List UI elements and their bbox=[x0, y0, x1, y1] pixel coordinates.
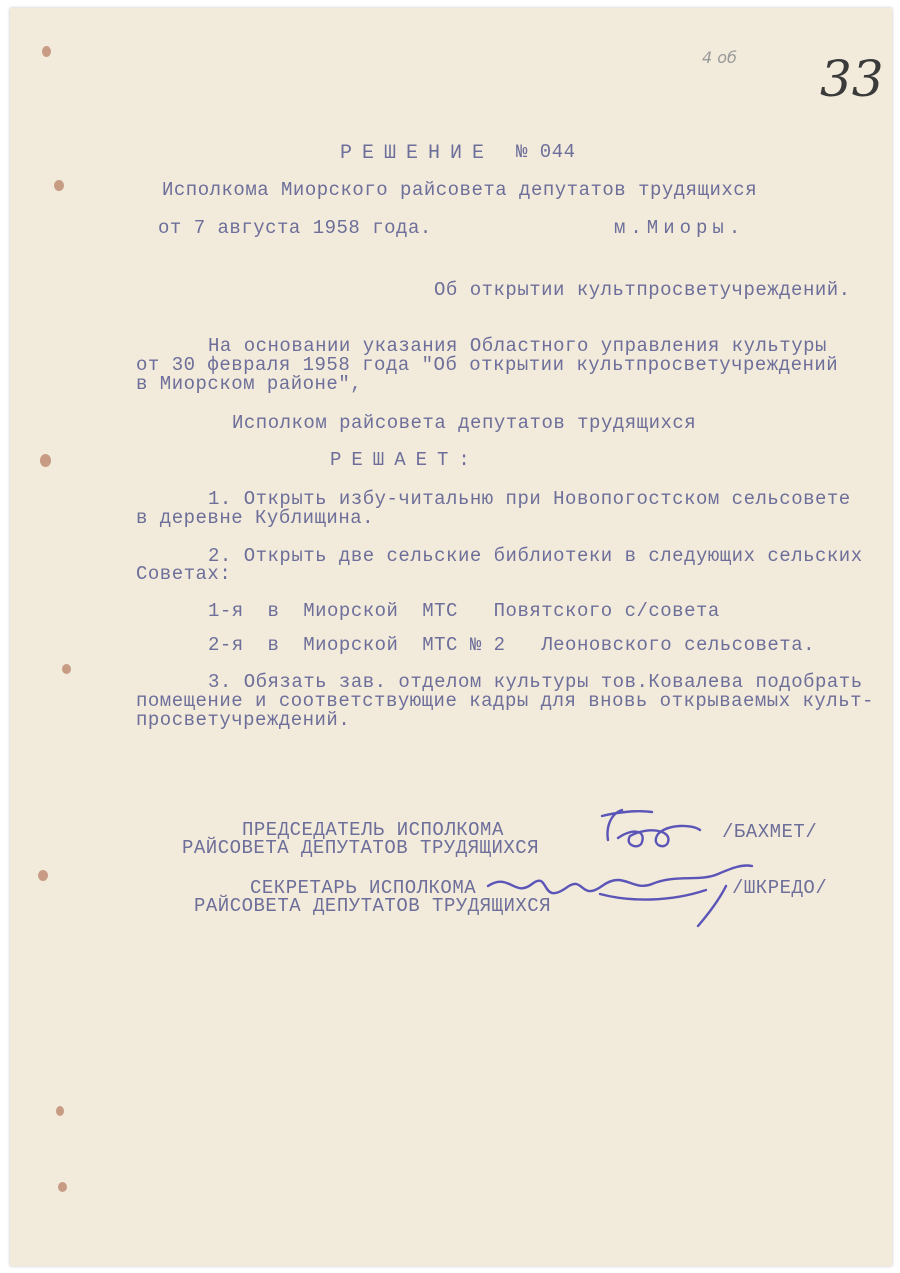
secretary-name: /ШКРЕДО/ bbox=[732, 877, 828, 899]
preamble-line: На основании указания Областного управления культуры bbox=[208, 335, 827, 357]
executive-body: Исполком райсовета депутатов трудящихся bbox=[232, 412, 697, 434]
secretary-title: СЕКРЕТАРЬ ИСПОЛКОМА bbox=[250, 877, 477, 899]
date-line: от 7 августа 1958 года. bbox=[158, 217, 432, 239]
chair-title: ПРЕДСЕДАТЕЛЬ ИСПОЛКОМА bbox=[242, 819, 504, 841]
place-line: м.Миоры. bbox=[614, 217, 746, 239]
item-3-cont: просветучреждений. bbox=[136, 709, 351, 731]
item-2: 2. Открыть две сельские библиотеки в следующих сельских bbox=[208, 545, 863, 567]
item-2-library-2: 2-я в Миорской МТС № 2 Леоновского сельсовета. bbox=[208, 634, 815, 656]
secretary-signature bbox=[480, 846, 780, 936]
document-page bbox=[10, 8, 892, 1266]
issuer-line: Исполкома Миорского райсовета депутатов трудящихся bbox=[162, 179, 758, 201]
punch-hole bbox=[58, 1182, 67, 1192]
chair-title: РАЙСОВЕТА ДЕПУТАТОВ ТРУДЯЩИХСЯ bbox=[182, 837, 540, 859]
sheet-number: 33 bbox=[820, 50, 884, 108]
punch-hole bbox=[56, 1106, 64, 1116]
decides-heading: РЕШАЕТ: bbox=[330, 449, 480, 471]
item-1-cont: в деревне Кублищина. bbox=[136, 507, 375, 529]
item-3: 3. Обязать зав. отделом культуры тов.Ковалева подобрать bbox=[208, 671, 863, 693]
item-2-cont: Советах: bbox=[136, 563, 232, 585]
document-number: № 044 bbox=[516, 141, 576, 163]
document-title: РЕШЕНИЕ bbox=[340, 142, 495, 165]
punch-hole bbox=[62, 664, 71, 674]
item-3-cont: помещение и соответствующие кадры для вновь открываемых культ- bbox=[136, 690, 874, 712]
secretary-title: РАЙСОВЕТА ДЕПУТАТОВ ТРУДЯЩИХСЯ bbox=[194, 895, 552, 917]
subject-line: Об открытии культпросветучреждений. bbox=[434, 279, 851, 301]
chair-name: /БАХМЕТ/ bbox=[722, 821, 818, 843]
preamble-line: в Миорском районе", bbox=[136, 373, 363, 395]
item-1: 1. Открыть избу-читальню при Новопогостском сельсовете bbox=[208, 488, 851, 510]
punch-hole bbox=[38, 870, 48, 881]
preamble-line: от 30 февраля 1958 года "Об открытии культпросветучреждений bbox=[136, 354, 839, 376]
punch-hole bbox=[42, 46, 51, 57]
punch-hole bbox=[40, 454, 51, 467]
item-2-library-1: 1-я в Миорской МТС Повятского с/совета bbox=[208, 600, 720, 622]
punch-hole bbox=[54, 180, 64, 191]
pencil-mark: 4 об bbox=[702, 48, 737, 67]
